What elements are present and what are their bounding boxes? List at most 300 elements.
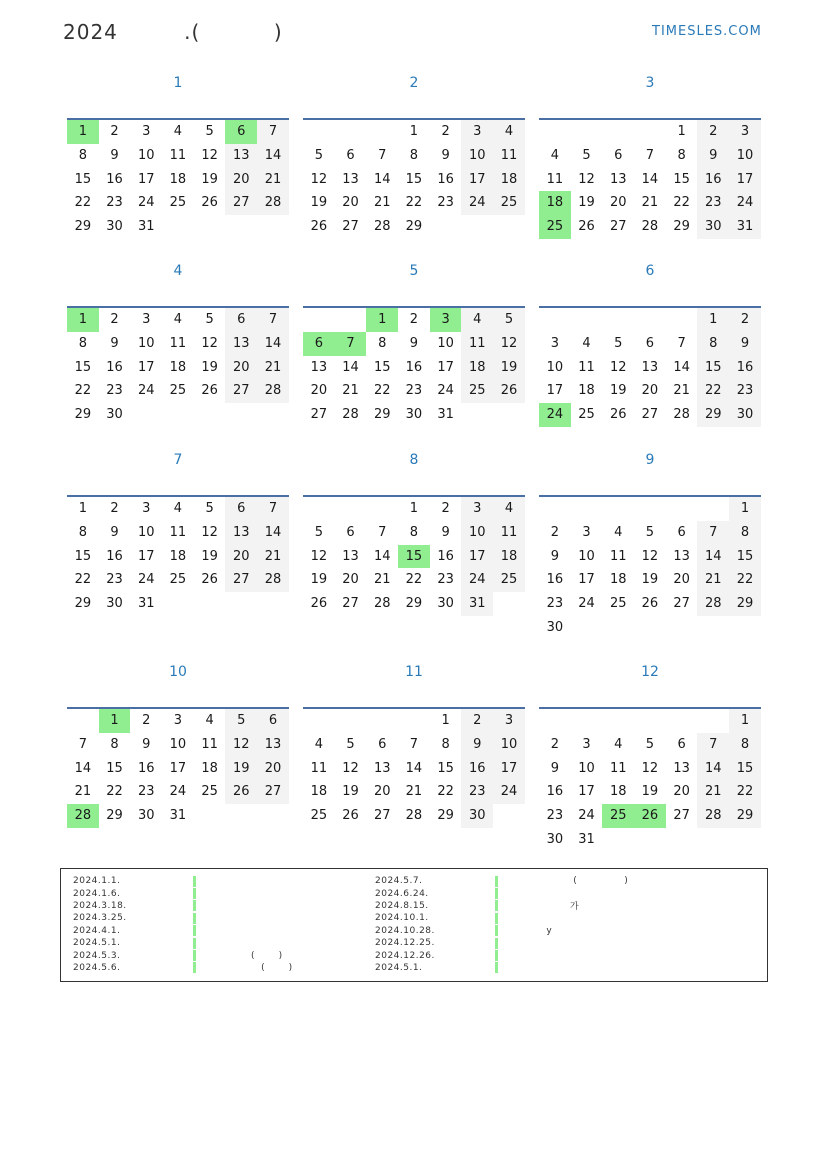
day-cell[interactable]: 6 (645, 335, 655, 351)
day-cell[interactable]: 17 (137, 548, 155, 564)
day-cell[interactable]: 21 (405, 784, 423, 800)
day-cell[interactable]: 23 (461, 780, 493, 804)
day-cell[interactable]: 4 (614, 524, 623, 540)
day-cell[interactable]: 23 (137, 784, 155, 800)
day-cell[interactable]: 3 (173, 713, 183, 728)
day-cell[interactable]: 31 (169, 808, 187, 824)
day-cell[interactable]: 18 (169, 171, 187, 187)
day-cell[interactable]: 29 (437, 808, 454, 824)
day-cell[interactable]: 5 (614, 335, 623, 351)
day-cell[interactable]: 12 (201, 335, 218, 351)
day-cell[interactable]: 2 (409, 312, 419, 327)
day-cell[interactable]: 10 (461, 521, 493, 545)
day-cell[interactable]: 15 (729, 545, 761, 569)
day-cell[interactable]: 2 (110, 312, 119, 327)
day-cell[interactable]: 20 (342, 572, 359, 588)
day-cell[interactable]: 13 (225, 521, 257, 545)
day-cell[interactable]: 27 (225, 379, 257, 403)
day-cell[interactable]: 29 (373, 407, 391, 423)
day-cell[interactable]: 6 (614, 147, 623, 163)
day-cell[interactable]: 22 (74, 572, 92, 588)
day-cell[interactable]: 11 (609, 548, 627, 564)
day-cell[interactable]: 2 (441, 501, 450, 516)
day-cell[interactable]: 9 (550, 760, 559, 776)
day-cell[interactable]: 29 (74, 407, 92, 423)
day-cell[interactable]: 25 (578, 407, 595, 423)
day-cell[interactable]: 11 (609, 760, 627, 776)
day-cell[interactable]: 1 (78, 501, 87, 516)
day-cell[interactable]: 25 (493, 191, 525, 215)
day-cell[interactable]: 11 (461, 332, 493, 356)
day-cell[interactable]: 8 (78, 147, 87, 163)
day-cell[interactable]: 9 (697, 144, 729, 168)
day-cell[interactable]: 13 (225, 332, 257, 356)
day-cell[interactable]: 16 (405, 359, 423, 375)
day-cell[interactable]: 19 (609, 383, 627, 399)
day-cell[interactable]: 5 (493, 308, 525, 332)
day-cell[interactable]: 19 (201, 548, 218, 564)
day-cell[interactable]: 15 (697, 356, 729, 380)
day-cell[interactable]: 26 (201, 383, 218, 399)
day-cell[interactable]: 30 (106, 219, 123, 235)
day-cell[interactable]: 17 (493, 757, 525, 781)
day-cell[interactable]: 30 (405, 407, 423, 423)
day-cell[interactable]: 17 (578, 784, 595, 800)
day-cell[interactable]: 24 (578, 596, 595, 612)
day-cell[interactable]: 25 (602, 804, 634, 828)
day-cell[interactable]: 24 (461, 568, 493, 592)
day-cell[interactable]: 27 (342, 596, 359, 612)
day-cell[interactable]: 21 (673, 383, 690, 399)
day-cell[interactable]: 27 (225, 191, 257, 215)
day-cell[interactable]: 14 (257, 521, 289, 545)
day-cell[interactable]: 14 (373, 171, 391, 187)
day-cell[interactable]: 9 (409, 335, 419, 351)
day-cell[interactable]: 23 (546, 596, 564, 612)
day-cell[interactable]: 8 (441, 736, 450, 752)
day-cell[interactable]: 20 (673, 572, 690, 588)
day-cell[interactable]: 9 (461, 733, 493, 757)
day-cell[interactable]: 23 (729, 379, 761, 403)
brand-link[interactable]: TIMESLES.COM (652, 24, 762, 39)
day-cell[interactable]: 22 (74, 195, 92, 211)
day-cell[interactable]: 19 (310, 195, 328, 211)
day-cell[interactable]: 13 (673, 760, 690, 776)
day-cell[interactable]: 9 (110, 147, 119, 163)
day-cell[interactable]: 11 (169, 147, 187, 163)
day-cell[interactable]: 21 (697, 568, 729, 592)
day-cell[interactable]: 30 (137, 808, 155, 824)
day-cell[interactable]: 3 (142, 501, 151, 516)
day-cell[interactable]: 17 (578, 572, 595, 588)
day-cell[interactable]: 7 (378, 147, 387, 163)
day-cell[interactable]: 6 (346, 147, 355, 163)
day-cell[interactable]: 22 (437, 784, 454, 800)
day-cell[interactable]: 29 (74, 596, 92, 612)
day-cell[interactable]: 25 (539, 215, 571, 239)
day-cell[interactable]: 1 (729, 497, 761, 521)
day-cell[interactable]: 22 (74, 383, 92, 399)
day-cell[interactable]: 16 (137, 760, 155, 776)
day-cell[interactable]: 11 (201, 736, 218, 752)
day-cell[interactable]: 2 (142, 713, 151, 728)
day-cell[interactable]: 3 (729, 120, 761, 144)
day-cell[interactable]: 27 (225, 568, 257, 592)
day-cell[interactable]: 2 (110, 501, 119, 516)
day-cell[interactable]: 16 (546, 572, 564, 588)
day-cell[interactable]: 31 (137, 219, 155, 235)
day-cell[interactable]: 23 (405, 383, 423, 399)
day-cell[interactable]: 19 (641, 784, 659, 800)
day-cell[interactable]: 3 (582, 524, 591, 540)
day-cell[interactable]: 1 (729, 709, 761, 733)
day-cell[interactable]: 20 (225, 545, 257, 569)
day-cell[interactable]: 8 (729, 521, 761, 545)
day-cell[interactable]: 13 (257, 733, 289, 757)
day-cell[interactable]: 16 (106, 548, 123, 564)
day-cell[interactable]: 24 (437, 383, 454, 399)
day-cell[interactable]: 17 (137, 171, 155, 187)
day-cell[interactable]: 8 (677, 147, 686, 163)
day-cell[interactable]: 15 (398, 545, 430, 569)
day-cell[interactable]: 28 (697, 804, 729, 828)
day-cell[interactable]: 25 (461, 379, 493, 403)
day-cell[interactable]: 13 (310, 359, 328, 375)
day-cell[interactable]: 5 (346, 736, 355, 752)
day-cell[interactable]: 20 (225, 168, 257, 192)
day-cell[interactable]: 9 (110, 524, 119, 540)
day-cell[interactable]: 15 (405, 171, 423, 187)
day-cell[interactable]: 28 (373, 596, 391, 612)
day-cell[interactable]: 14 (673, 359, 690, 375)
day-cell[interactable]: 30 (546, 831, 564, 847)
day-cell[interactable]: 5 (205, 124, 214, 139)
day-cell[interactable]: 10 (578, 760, 595, 776)
day-cell[interactable]: 29 (697, 403, 729, 427)
day-cell[interactable]: 13 (342, 548, 359, 564)
day-cell[interactable]: 17 (461, 168, 493, 192)
day-cell[interactable]: 9 (729, 332, 761, 356)
day-cell[interactable]: 26 (310, 219, 328, 235)
day-cell[interactable]: 10 (169, 736, 187, 752)
day-cell[interactable]: 17 (169, 760, 187, 776)
day-cell[interactable]: 11 (493, 521, 525, 545)
day-cell[interactable]: 5 (645, 736, 655, 752)
day-cell[interactable]: 28 (257, 191, 289, 215)
day-cell[interactable]: 21 (257, 545, 289, 569)
day-cell[interactable]: 29 (729, 804, 761, 828)
day-cell[interactable]: 3 (430, 308, 462, 332)
day-cell[interactable]: 10 (578, 548, 595, 564)
day-cell[interactable]: 23 (437, 572, 454, 588)
day-cell[interactable]: 22 (729, 780, 761, 804)
day-cell[interactable]: 19 (225, 757, 257, 781)
day-cell[interactable]: 29 (74, 219, 92, 235)
day-cell[interactable]: 28 (342, 407, 359, 423)
day-cell[interactable]: 28 (257, 379, 289, 403)
day-cell[interactable]: 24 (137, 195, 155, 211)
day-cell[interactable]: 29 (673, 219, 690, 235)
day-cell[interactable]: 28 (673, 407, 690, 423)
day-cell[interactable]: 20 (609, 195, 627, 211)
day-cell[interactable]: 27 (673, 596, 690, 612)
day-cell[interactable]: 4 (173, 124, 183, 139)
day-cell[interactable]: 7 (677, 335, 686, 351)
day-cell[interactable]: 22 (729, 568, 761, 592)
day-cell[interactable]: 7 (257, 497, 289, 521)
day-cell[interactable]: 11 (493, 144, 525, 168)
day-cell[interactable]: 8 (409, 524, 419, 540)
day-cell[interactable]: 12 (342, 760, 359, 776)
day-cell[interactable]: 30 (546, 619, 564, 635)
day-cell[interactable]: 29 (405, 596, 423, 612)
day-cell[interactable]: 2 (441, 124, 450, 139)
day-cell[interactable]: 21 (342, 383, 359, 399)
day-cell[interactable]: 7 (378, 524, 387, 540)
day-cell[interactable]: 16 (697, 168, 729, 192)
day-cell[interactable]: 12 (310, 548, 328, 564)
day-cell[interactable]: 14 (697, 545, 729, 569)
day-cell[interactable]: 18 (461, 356, 493, 380)
day-cell[interactable]: 30 (437, 596, 454, 612)
day-cell[interactable]: 13 (225, 144, 257, 168)
day-cell[interactable]: 10 (546, 359, 564, 375)
day-cell[interactable]: 23 (106, 195, 123, 211)
day-cell[interactable]: 4 (314, 736, 323, 752)
day-cell[interactable]: 15 (673, 171, 690, 187)
day-cell[interactable]: 8 (729, 733, 761, 757)
day-cell[interactable]: 14 (405, 760, 423, 776)
day-cell[interactable]: 19 (342, 784, 359, 800)
day-cell[interactable]: 23 (697, 191, 729, 215)
day-cell[interactable]: 4 (614, 736, 623, 752)
day-cell[interactable]: 19 (201, 359, 218, 375)
day-cell[interactable]: 12 (225, 733, 257, 757)
day-cell[interactable]: 11 (578, 359, 595, 375)
day-cell[interactable]: 1 (677, 124, 686, 139)
day-cell[interactable]: 8 (110, 736, 119, 752)
day-cell[interactable]: 10 (493, 733, 525, 757)
day-cell[interactable]: 5 (205, 312, 214, 327)
day-cell[interactable]: 3 (461, 497, 493, 521)
day-cell[interactable]: 31 (461, 592, 493, 616)
day-cell[interactable]: 1 (441, 713, 450, 728)
day-cell[interactable]: 18 (578, 383, 595, 399)
day-cell[interactable]: 23 (106, 572, 123, 588)
day-cell[interactable]: 26 (641, 596, 659, 612)
day-cell[interactable]: 12 (641, 760, 659, 776)
day-cell[interactable]: 9 (142, 736, 151, 752)
day-cell[interactable]: 12 (493, 332, 525, 356)
day-cell[interactable]: 7 (697, 521, 729, 545)
day-cell[interactable]: 16 (546, 784, 564, 800)
day-cell[interactable]: 14 (257, 332, 289, 356)
day-cell[interactable]: 24 (493, 780, 525, 804)
day-cell[interactable]: 25 (169, 383, 187, 399)
day-cell[interactable]: 19 (578, 195, 595, 211)
day-cell[interactable]: 4 (493, 497, 525, 521)
day-cell[interactable]: 13 (373, 760, 391, 776)
day-cell[interactable]: 25 (493, 568, 525, 592)
day-cell[interactable]: 8 (78, 335, 87, 351)
day-cell[interactable]: 25 (310, 808, 328, 824)
day-cell[interactable]: 18 (609, 572, 627, 588)
day-cell[interactable]: 27 (609, 219, 627, 235)
day-cell[interactable]: 6 (225, 308, 257, 332)
day-cell[interactable]: 8 (378, 335, 387, 351)
day-cell[interactable]: 18 (493, 545, 525, 569)
day-cell[interactable]: 14 (74, 760, 92, 776)
day-cell[interactable]: 18 (201, 760, 218, 776)
day-cell[interactable]: 28 (641, 219, 659, 235)
day-cell[interactable]: 12 (201, 147, 218, 163)
day-cell[interactable]: 25 (201, 784, 218, 800)
day-cell[interactable]: 12 (578, 171, 595, 187)
day-cell[interactable]: 6 (303, 332, 335, 356)
day-cell[interactable]: 2 (697, 120, 729, 144)
day-cell[interactable]: 13 (673, 548, 690, 564)
day-cell[interactable]: 11 (169, 524, 187, 540)
day-cell[interactable]: 5 (314, 524, 323, 540)
day-cell[interactable]: 27 (673, 808, 690, 824)
day-cell[interactable]: 7 (335, 332, 367, 356)
day-cell[interactable]: 28 (405, 808, 423, 824)
day-cell[interactable]: 14 (373, 548, 391, 564)
day-cell[interactable]: 1 (99, 709, 131, 733)
day-cell[interactable]: 20 (641, 383, 659, 399)
day-cell[interactable]: 3 (550, 335, 559, 351)
day-cell[interactable]: 15 (437, 760, 454, 776)
day-cell[interactable]: 9 (110, 335, 119, 351)
day-cell[interactable]: 22 (405, 572, 423, 588)
day-cell[interactable]: 11 (546, 171, 564, 187)
day-cell[interactable]: 7 (645, 147, 655, 163)
day-cell[interactable]: 23 (546, 808, 564, 824)
day-cell[interactable]: 31 (729, 215, 761, 239)
day-cell[interactable]: 5 (582, 147, 591, 163)
day-cell[interactable]: 29 (106, 808, 123, 824)
day-cell[interactable]: 28 (257, 568, 289, 592)
day-cell[interactable]: 30 (461, 804, 493, 828)
day-cell[interactable]: 6 (257, 709, 289, 733)
day-cell[interactable]: 8 (697, 332, 729, 356)
day-cell[interactable]: 24 (137, 383, 155, 399)
day-cell[interactable]: 10 (137, 335, 155, 351)
day-cell[interactable]: 25 (169, 572, 187, 588)
day-cell[interactable]: 22 (373, 383, 391, 399)
day-cell[interactable]: 25 (169, 195, 187, 211)
day-cell[interactable]: 6 (677, 736, 686, 752)
day-cell[interactable]: 6 (677, 524, 686, 540)
day-cell[interactable]: 15 (74, 359, 92, 375)
day-cell[interactable]: 3 (142, 312, 151, 327)
day-cell[interactable]: 8 (78, 524, 87, 540)
day-cell[interactable]: 1 (697, 308, 729, 332)
day-cell[interactable]: 13 (641, 359, 659, 375)
day-cell[interactable]: 17 (729, 168, 761, 192)
day-cell[interactable]: 24 (169, 784, 187, 800)
day-cell[interactable]: 5 (645, 524, 655, 540)
day-cell[interactable]: 26 (493, 379, 525, 403)
day-cell[interactable]: 14 (342, 359, 359, 375)
day-cell[interactable]: 5 (205, 501, 214, 516)
day-cell[interactable]: 31 (578, 831, 595, 847)
day-cell[interactable]: 16 (461, 757, 493, 781)
day-cell[interactable]: 28 (697, 592, 729, 616)
day-cell[interactable]: 19 (201, 171, 218, 187)
day-cell[interactable]: 2 (461, 709, 493, 733)
day-cell[interactable]: 4 (461, 308, 493, 332)
day-cell[interactable]: 16 (106, 171, 123, 187)
day-cell[interactable]: 24 (137, 572, 155, 588)
day-cell[interactable]: 24 (539, 403, 571, 427)
day-cell[interactable]: 19 (641, 572, 659, 588)
day-cell[interactable]: 21 (257, 356, 289, 380)
day-cell[interactable]: 21 (74, 784, 92, 800)
day-cell[interactable]: 12 (609, 359, 627, 375)
day-cell[interactable]: 27 (641, 407, 659, 423)
day-cell[interactable]: 10 (137, 147, 155, 163)
day-cell[interactable]: 27 (310, 407, 328, 423)
day-cell[interactable]: 18 (539, 191, 571, 215)
day-cell[interactable]: 26 (634, 804, 666, 828)
day-cell[interactable]: 21 (257, 168, 289, 192)
day-cell[interactable]: 15 (373, 359, 391, 375)
day-cell[interactable]: 29 (405, 219, 423, 235)
day-cell[interactable]: 28 (373, 219, 391, 235)
day-cell[interactable]: 18 (169, 548, 187, 564)
day-cell[interactable]: 18 (493, 168, 525, 192)
day-cell[interactable]: 2 (110, 124, 119, 139)
day-cell[interactable]: 20 (225, 356, 257, 380)
day-cell[interactable]: 9 (550, 548, 559, 564)
day-cell[interactable]: 4 (493, 120, 525, 144)
day-cell[interactable]: 27 (373, 808, 391, 824)
day-cell[interactable]: 31 (437, 407, 454, 423)
day-cell[interactable]: 10 (461, 144, 493, 168)
day-cell[interactable]: 26 (225, 780, 257, 804)
day-cell[interactable]: 7 (257, 308, 289, 332)
day-cell[interactable]: 4 (173, 312, 183, 327)
day-cell[interactable]: 12 (641, 548, 659, 564)
day-cell[interactable]: 26 (578, 219, 595, 235)
day-cell[interactable]: 3 (582, 736, 591, 752)
day-cell[interactable]: 21 (697, 780, 729, 804)
day-cell[interactable]: 4 (550, 147, 559, 163)
day-cell[interactable]: 21 (373, 572, 391, 588)
day-cell[interactable]: 13 (609, 171, 627, 187)
day-cell[interactable]: 1 (409, 501, 419, 516)
day-cell[interactable]: 28 (67, 804, 99, 828)
day-cell[interactable]: 19 (310, 572, 328, 588)
day-cell[interactable]: 31 (137, 596, 155, 612)
day-cell[interactable]: 22 (697, 379, 729, 403)
day-cell[interactable]: 16 (437, 548, 454, 564)
day-cell[interactable]: 4 (205, 713, 214, 728)
day-cell[interactable]: 30 (697, 215, 729, 239)
day-cell[interactable]: 7 (697, 733, 729, 757)
day-cell[interactable]: 18 (310, 784, 328, 800)
day-cell[interactable]: 17 (546, 383, 564, 399)
day-cell[interactable]: 22 (673, 195, 690, 211)
day-cell[interactable]: 23 (437, 195, 454, 211)
day-cell[interactable]: 30 (729, 403, 761, 427)
day-cell[interactable]: 26 (342, 808, 359, 824)
day-cell[interactable]: 10 (729, 144, 761, 168)
day-cell[interactable]: 26 (609, 407, 627, 423)
day-cell[interactable]: 2 (550, 524, 559, 540)
day-cell[interactable]: 5 (314, 147, 323, 163)
